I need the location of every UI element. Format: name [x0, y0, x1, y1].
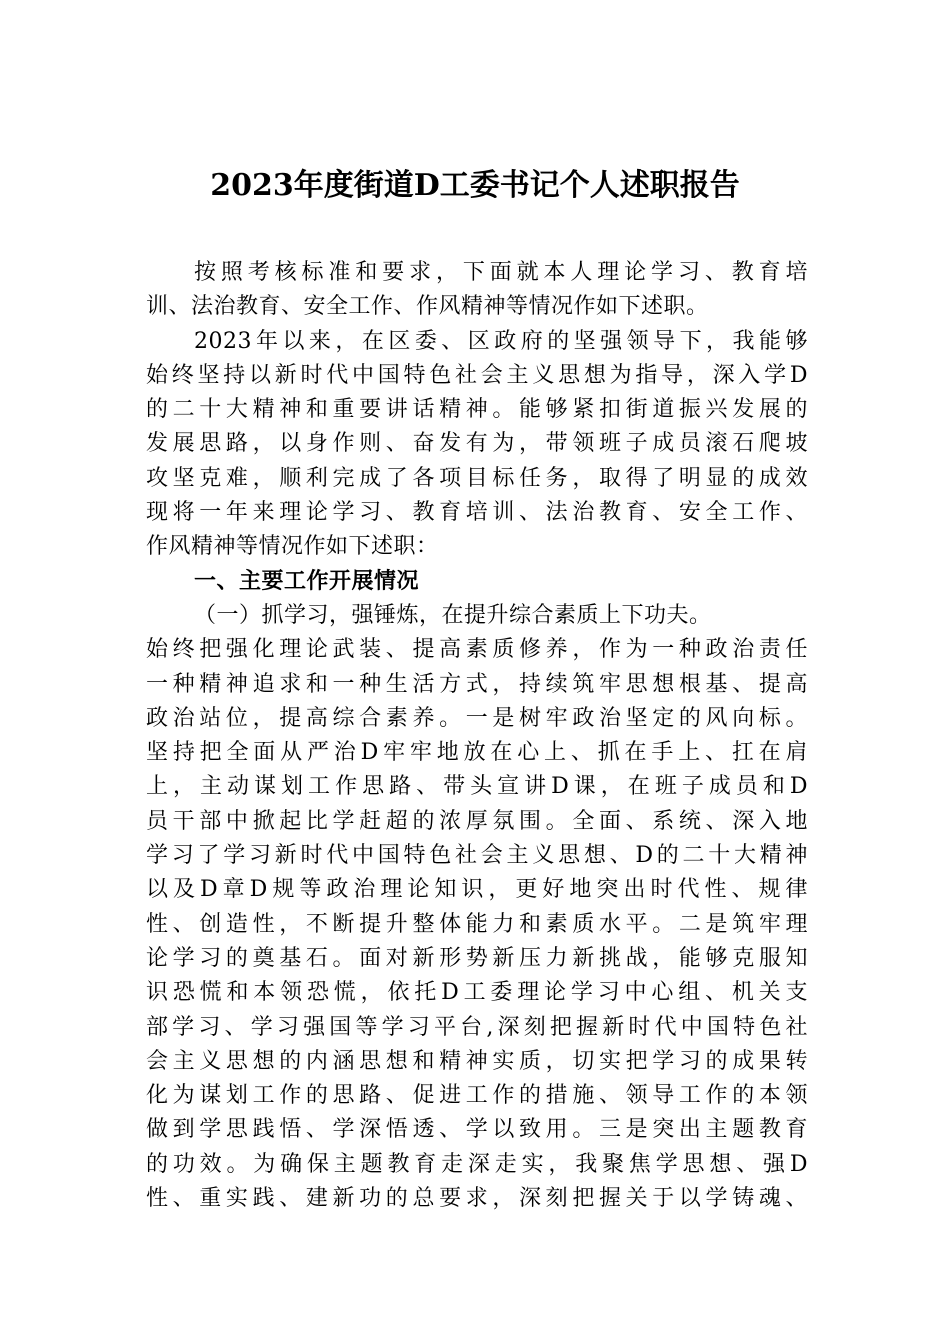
- paragraph-line: 现将一年来理论学习、教育培训、法治教育、安全工作、: [146, 500, 808, 526]
- paragraph-line: 以及D章D规等政治理论知识，更好地突出时代性、规律: [146, 877, 808, 903]
- paragraph-line: 攻坚克难，顺利完成了各项目标任务，取得了明显的成效: [146, 465, 808, 491]
- paragraph-line: 的功效。为确保主题教育走深走实，我聚焦学思想、强D: [146, 1151, 808, 1177]
- paragraph-line: 始终坚持以新时代中国特色社会主义思想为指导，深入学D: [146, 362, 808, 388]
- paragraph-line: 始终把强化理论武装、提高素质修养，作为一种政治责任: [146, 637, 808, 663]
- paragraph-line: 性、创造性，不断提升整体能力和素质水平。二是筑牢理: [146, 911, 808, 937]
- paragraph-line: 性、重实践、建新功的总要求，深刻把握关于以学铸魂、: [146, 1186, 808, 1212]
- paragraph-line: 发展思路，以身作则、奋发有为，带领班子成员滚石爬坡: [146, 431, 808, 457]
- paragraph-line: 作风精神等情况作如下述职：: [146, 534, 439, 560]
- paragraph-line: 化为谋划工作的思路、促进工作的措施、领导工作的本领: [146, 1083, 808, 1109]
- document-body: [146, 256, 808, 1216]
- paragraph-line: 员干部中掀起比学赶超的浓厚氛围。全面、系统、深入地: [146, 808, 808, 834]
- paragraph-line: 部学习、学习强国等学习平台,深刻把握新时代中国特色社: [146, 1014, 808, 1040]
- paragraph-line: 的二十大精神和重要讲话精神。能够紧扣街道振兴发展的: [146, 397, 808, 423]
- paragraph-line: 2023年以来，在区委、区政府的坚强领导下，我能够: [194, 328, 808, 354]
- paragraph-line: 按照考核标准和要求，下面就本人理论学习、教育培: [194, 260, 808, 285]
- paragraph-line: 会主义思想的内涵思想和精神实质，切实把学习的成果转: [146, 1048, 808, 1074]
- document-title: 2023年度街道D工委书记个人述职报告: [210, 168, 740, 203]
- paragraph-line: 上，主动谋划工作思路、带头宣讲D课，在班子成员和D: [146, 774, 808, 800]
- paragraph-line: 识恐慌和本领恐慌，依托D工委理论学习中心组、机关支: [146, 980, 808, 1006]
- paragraph-line: 论学习的奠基石。面对新形势新压力新挑战，能够克服知: [146, 945, 808, 971]
- paragraph-line: 学习了学习新时代中国特色社会主义思想、D的二十大精神: [146, 843, 808, 869]
- paragraph-line: 坚持把全面从严治D牢牢地放在心上、抓在手上、扛在肩: [146, 740, 808, 766]
- paragraph-line: 做到学思践悟、学深悟透、学以致用。三是突出主题教育: [146, 1117, 808, 1143]
- paragraph-line: 一种精神追求和一种生活方式，持续筑牢思想根基、提高: [146, 671, 808, 697]
- paragraph-line: 政治站位，提高综合素养。一是树牢政治坚定的风向标。: [146, 705, 808, 731]
- paragraph-line: 训、法治教育、安全工作、作风精神等情况作如下述职。: [146, 294, 709, 320]
- section-heading: 一、主要工作开展情况: [194, 568, 420, 594]
- subsection-heading: （一）抓学习，强锤炼，在提升综合素质上下功夫。: [194, 602, 712, 628]
